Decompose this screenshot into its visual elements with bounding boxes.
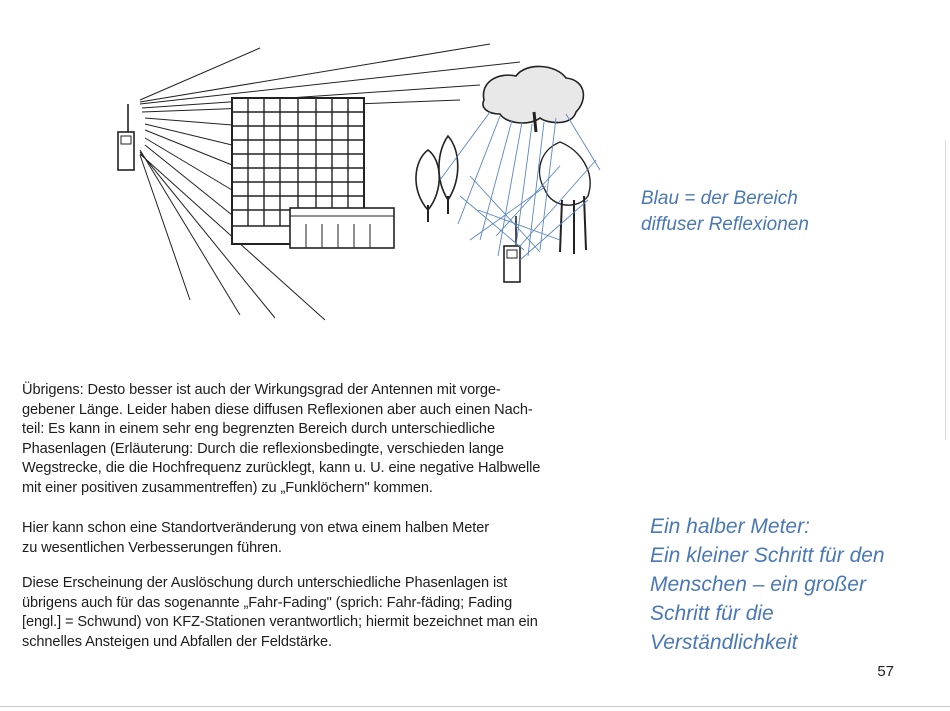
text-line: zu wesentlichen Verbesserungen führen.: [22, 539, 282, 556]
caption-line: Blau = der Bereich: [641, 188, 798, 209]
text-line: Wegstrecke, die die Hochfrequenz zurücklegt, kann u. U. eine negative Halbwelle: [22, 460, 541, 476]
radio-reflection-illustration: [100, 40, 620, 330]
text-line: schnelles Ansteigen und Abfallen der Feldstärke.: [22, 633, 332, 650]
paragraph-1: [22, 381, 597, 498]
page-bottom-rule: [0, 706, 950, 707]
caption-line: Schritt für die: [650, 602, 774, 625]
page-edge-divider: [945, 140, 946, 440]
text-line: Hier kann schon eine Standortveränderung von etwa einem halben Meter: [22, 520, 489, 536]
caption-line: Ein halber Meter:: [650, 515, 810, 538]
text-line: übrigens auch für das sogenannte „Fahr-Fading" (sprich: Fahr-fäding; Fading: [22, 594, 513, 611]
caption-line: Menschen – ein großer: [650, 573, 866, 596]
text-line: Diese Erscheinung der Auslöschung durch unterschiedliche Phasenlagen ist: [22, 575, 508, 591]
paragraph-2: [22, 519, 597, 558]
text-line: gebener Länge. Leider haben diese diffusen Reflexionen aber auch einen Nach-: [22, 401, 533, 418]
caption-line: diffuser Reflexionen: [641, 214, 809, 235]
page-number: 57: [877, 663, 894, 680]
text-line: teil: Es kann in einem sehr eng begrenzten Bereich durch unterschiedliche: [22, 421, 495, 437]
text-line: Übrigens: Desto besser ist auch der Wirkungsgrad der Antennen mit vorge-: [22, 382, 501, 398]
text-line: Phasenlagen (Erläuterung: Durch die reflexionsbedingte, verschieden lange: [22, 440, 504, 457]
diffuse-reflection-caption: [641, 186, 901, 238]
paragraph-3: [22, 574, 597, 652]
caption-line: Ein kleiner Schritt für den: [650, 544, 885, 567]
text-line: [engl.] = Schwund) von KFZ-Stationen verantwortlich; hiermit bezeichnet man ein: [22, 614, 538, 630]
caption-line: Verständlichkeit: [650, 631, 798, 654]
half-meter-caption: [650, 512, 930, 657]
text-line: mit einer positiven zusammentreffen) zu „Funklöchern" kommen.: [22, 479, 433, 496]
